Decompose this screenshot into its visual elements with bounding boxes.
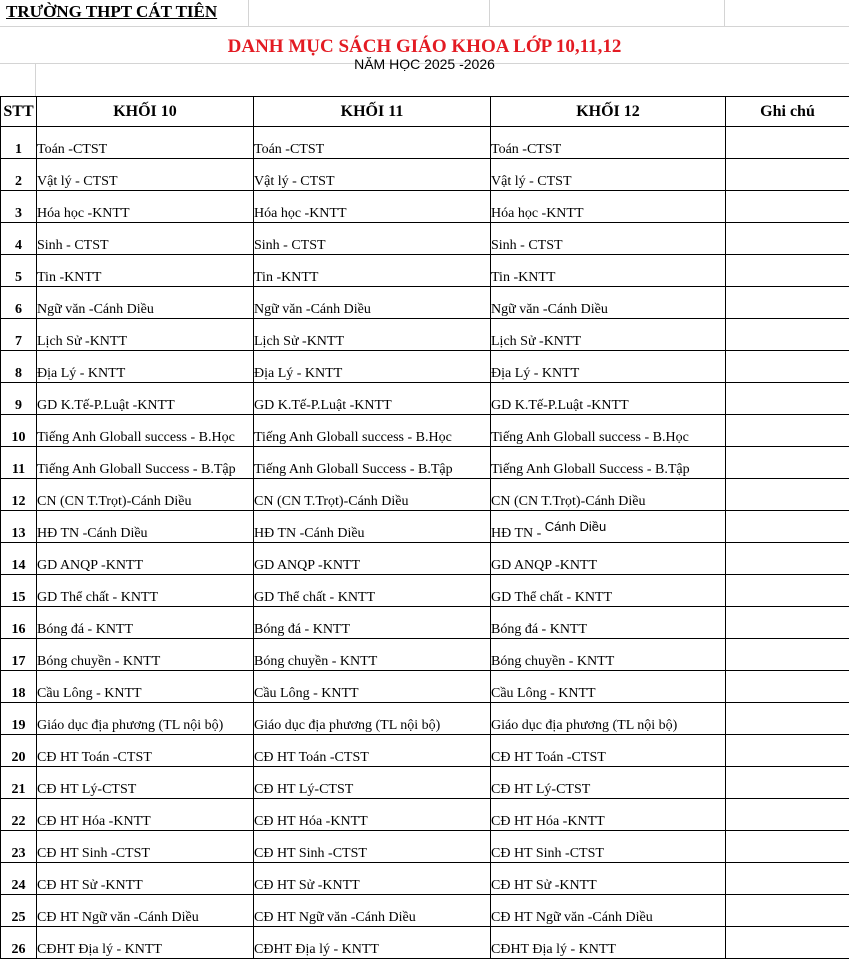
row-number: [1, 575, 37, 607]
khoi-12-book-text: GD ANQP -KNTT: [491, 558, 597, 573]
row-number-text: 15: [12, 590, 26, 605]
table-row: [1, 735, 849, 767]
textbook-table: [0, 96, 849, 959]
khoi-12-book: [491, 639, 726, 671]
khoi-10-book-text: Hóa học -KNTT: [37, 206, 130, 221]
row-number: [1, 639, 37, 671]
khoi-12-book: [491, 191, 726, 223]
khoi-12-book: [491, 575, 726, 607]
khoi-11-book-text: CĐHT Địa lý - KNTT: [254, 942, 379, 957]
khoi-11-book-text: GD K.Tế-P.Luật -KNTT: [254, 398, 392, 413]
khoi-12-book-text: CĐ HT Toán -CTST: [491, 750, 606, 765]
khoi-10-book: [37, 511, 254, 543]
khoi-12-book-text: Địa Lý - KNTT: [491, 366, 579, 381]
note-cell: [726, 479, 849, 511]
row-number-text: 6: [15, 302, 22, 317]
note-cell: [726, 383, 849, 415]
row-number-text: 2: [15, 174, 22, 189]
khoi-11-book: [254, 319, 491, 351]
khoi-10-book-text: Lịch Sử -KNTT: [37, 334, 127, 349]
row-number-text: 1: [15, 142, 22, 157]
khoi-11-book: [254, 607, 491, 639]
khoi-12-book: [491, 799, 726, 831]
khoi-12-book-text: Tin -KNTT: [491, 270, 555, 285]
khoi-11-book-text: Bóng chuyền - KNTT: [254, 654, 377, 669]
khoi-12-book-text: Cầu Lông - KNTT: [491, 686, 596, 701]
khoi-11-book-text: HĐ TN -Cánh Diều: [254, 526, 365, 541]
khoi-11-book: [254, 127, 491, 159]
row-number: [1, 895, 37, 927]
khoi-12-book: [491, 351, 726, 383]
note-cell: [726, 255, 849, 287]
row-number-text: 11: [12, 462, 25, 477]
khoi-10-book: [37, 863, 254, 895]
khoi-11-book: [254, 543, 491, 575]
note-cell: [726, 671, 849, 703]
khoi-11-book-text: CĐ HT Hóa -KNTT: [254, 814, 368, 829]
khoi-10-book-text: CĐ HT Ngữ văn -Cánh Diều: [37, 910, 199, 925]
khoi-12-book-text: Bóng đá - KNTT: [491, 622, 587, 637]
row-number: [1, 191, 37, 223]
khoi-12-book: [491, 735, 726, 767]
khoi-12-book: [491, 703, 726, 735]
table-row: [1, 223, 849, 255]
header-khoi-12: KHỐI 12: [491, 97, 726, 127]
table-row: [1, 447, 849, 479]
khoi-10-book: [37, 543, 254, 575]
table-row: [1, 127, 849, 159]
khoi-11-book-text: Tiếng Anh Globall Success - B.Tập: [254, 462, 453, 477]
khoi-12-book-text: Tiếng Anh Globall Success - B.Tập: [491, 462, 690, 477]
khoi-11-book: [254, 799, 491, 831]
row-number-text: 7: [15, 334, 22, 349]
khoi-11-book-text: Toán -CTST: [254, 142, 324, 157]
note-cell: [726, 927, 849, 959]
khoi-12-book: [491, 383, 726, 415]
khoi-10-book: [37, 639, 254, 671]
khoi-10-book-text: CĐ HT Sinh -CTST: [37, 846, 150, 861]
row-number: [1, 479, 37, 511]
row-number-text: 25: [12, 910, 26, 925]
khoi-11-book: [254, 415, 491, 447]
khoi-11-book: [254, 383, 491, 415]
row-number: [1, 735, 37, 767]
table-row: [1, 415, 849, 447]
khoi-12-book-extra-text: Cánh Diều: [545, 519, 606, 534]
khoi-12-book-text: CĐ HT Sử -KNTT: [491, 878, 597, 893]
table-row: [1, 479, 849, 511]
note-cell: [726, 351, 849, 383]
khoi-12-book-text: Sinh - CTST: [491, 238, 563, 253]
note-cell: [726, 767, 849, 799]
khoi-10-book-text: GD Thể chất - KNTT: [37, 590, 158, 605]
khoi-12-book: [491, 319, 726, 351]
khoi-12-book: [491, 415, 726, 447]
table-row: [1, 639, 849, 671]
khoi-11-book: [254, 735, 491, 767]
khoi-10-book: [37, 895, 254, 927]
row-number-text: 14: [12, 558, 26, 573]
khoi-11-book-text: Giáo dục địa phương (TL nội bộ): [254, 718, 440, 733]
khoi-10-book: [37, 287, 254, 319]
row-number-text: 9: [15, 398, 22, 413]
row-number-text: 26: [12, 942, 26, 957]
khoi-10-book: [37, 255, 254, 287]
header-khoi-10: KHỐI 10: [37, 97, 254, 127]
khoi-12-book: [491, 447, 726, 479]
khoi-11-book-text: CĐ HT Toán -CTST: [254, 750, 369, 765]
khoi-12-book: [491, 927, 726, 959]
row-number: [1, 351, 37, 383]
note-cell: [726, 319, 849, 351]
khoi-12-book: [491, 895, 726, 927]
khoi-11-book-text: Vật lý - CTST: [254, 174, 335, 189]
khoi-11-book: [254, 479, 491, 511]
khoi-10-book: [37, 351, 254, 383]
table-row: [1, 927, 849, 959]
khoi-11-book-text: Tin -KNTT: [254, 270, 318, 285]
table-row: [1, 543, 849, 575]
khoi-10-book: [37, 223, 254, 255]
khoi-12-book: [491, 543, 726, 575]
table-row: [1, 287, 849, 319]
khoi-10-book-text: Tiếng Anh Globall Success - B.Tập: [37, 462, 236, 477]
khoi-12-book-text: CĐ HT Sinh -CTST: [491, 846, 604, 861]
khoi-11-book: [254, 703, 491, 735]
row-number: [1, 863, 37, 895]
table-row: [1, 607, 849, 639]
khoi-11-book: [254, 831, 491, 863]
table-row: [1, 703, 849, 735]
row-number: [1, 383, 37, 415]
table-header-row: [1, 97, 849, 127]
khoi-10-book: [37, 159, 254, 191]
khoi-10-book-text: Địa Lý - KNTT: [37, 366, 125, 381]
header-stt: STT: [1, 97, 37, 127]
khoi-11-book: [254, 639, 491, 671]
khoi-12-book-text: CĐHT Địa lý - KNTT: [491, 942, 616, 957]
row-number: [1, 447, 37, 479]
khoi-12-book-text: Giáo dục địa phương (TL nội bộ): [491, 718, 677, 733]
khoi-11-book-text: Tiếng Anh Globall success - B.Học: [254, 430, 452, 445]
khoi-12-book: [491, 671, 726, 703]
khoi-11-book: [254, 159, 491, 191]
khoi-10-book-text: Bóng chuyền - KNTT: [37, 654, 160, 669]
khoi-12-book-text: Lịch Sử -KNTT: [491, 334, 581, 349]
note-cell: [726, 863, 849, 895]
khoi-12-book: [491, 511, 726, 543]
table-row: [1, 351, 849, 383]
khoi-11-book-text: Ngữ văn -Cánh Diều: [254, 302, 371, 317]
khoi-10-book-text: CĐ HT Hóa -KNTT: [37, 814, 151, 829]
khoi-12-book: [491, 159, 726, 191]
khoi-11-book-text: CĐ HT Sinh -CTST: [254, 846, 367, 861]
khoi-10-book: [37, 799, 254, 831]
khoi-11-book: [254, 287, 491, 319]
khoi-10-book: [37, 767, 254, 799]
table-row: [1, 191, 849, 223]
khoi-12-book: [491, 831, 726, 863]
khoi-10-book-text: CĐHT Địa lý - KNTT: [37, 942, 162, 957]
row-number: [1, 927, 37, 959]
document-title: DANH MỤC SÁCH GIÁO KHOA LỚP 10,11,12: [0, 36, 849, 58]
khoi-12-book: [491, 127, 726, 159]
khoi-12-book-text: CN (CN T.Trọt)-Cánh Diều: [491, 494, 646, 509]
khoi-11-book: [254, 671, 491, 703]
khoi-11-book: [254, 927, 491, 959]
row-number-text: 4: [15, 238, 22, 253]
row-number: [1, 287, 37, 319]
note-cell: [726, 895, 849, 927]
row-number-text: 23: [12, 846, 26, 861]
row-number: [1, 543, 37, 575]
khoi-12-book-text: Vật lý - CTST: [491, 174, 572, 189]
note-cell: [726, 415, 849, 447]
khoi-10-book-text: HĐ TN -Cánh Diều: [37, 526, 148, 541]
khoi-12-book-text: GD K.Tế-P.Luật -KNTT: [491, 398, 629, 413]
school-year: NĂM HỌC 2025 -2026: [0, 56, 849, 72]
khoi-12-book: [491, 255, 726, 287]
khoi-12-book: [491, 287, 726, 319]
khoi-10-book-text: CN (CN T.Trọt)-Cánh Diều: [37, 494, 192, 509]
row-number: [1, 255, 37, 287]
khoi-10-book-text: GD ANQP -KNTT: [37, 558, 143, 573]
khoi-12-book: [491, 863, 726, 895]
row-number-text: 22: [12, 814, 26, 829]
row-number: [1, 671, 37, 703]
table-row: [1, 767, 849, 799]
table-row: [1, 255, 849, 287]
khoi-10-book: [37, 127, 254, 159]
khoi-12-book-text: CĐ HT Ngữ văn -Cánh Diều: [491, 910, 653, 925]
khoi-11-book: [254, 895, 491, 927]
khoi-11-book-text: GD Thể chất - KNTT: [254, 590, 375, 605]
khoi-10-book-text: Bóng đá - KNTT: [37, 622, 133, 637]
table-row: [1, 319, 849, 351]
school-name: TRƯỜNG THPT CÁT TIÊN: [6, 2, 217, 22]
note-cell: [726, 607, 849, 639]
note-cell: [726, 287, 849, 319]
khoi-11-book-text: GD ANQP -KNTT: [254, 558, 360, 573]
note-cell: [726, 127, 849, 159]
khoi-12-book-text: Hóa học -KNTT: [491, 206, 584, 221]
row-number-text: 18: [12, 686, 26, 701]
row-number-text: 8: [15, 366, 22, 381]
header-note: Ghi chú: [726, 97, 849, 127]
table-row: [1, 895, 849, 927]
khoi-10-book-text: CĐ HT Sử -KNTT: [37, 878, 143, 893]
khoi-11-book: [254, 575, 491, 607]
table-row: [1, 799, 849, 831]
khoi-10-book-text: CĐ HT Lý-CTST: [37, 782, 136, 797]
khoi-10-book-text: Cầu Lông - KNTT: [37, 686, 142, 701]
note-cell: [726, 159, 849, 191]
row-number-text: 10: [12, 430, 26, 445]
khoi-11-book-text: CĐ HT Ngữ văn -Cánh Diều: [254, 910, 416, 925]
row-number: [1, 703, 37, 735]
table-row: [1, 159, 849, 191]
note-cell: [726, 543, 849, 575]
row-number: [1, 607, 37, 639]
note-cell: [726, 223, 849, 255]
row-number-text: 19: [12, 718, 26, 733]
khoi-12-book-text: Ngữ văn -Cánh Diều: [491, 302, 608, 317]
khoi-11-book: [254, 767, 491, 799]
khoi-11-book: [254, 255, 491, 287]
khoi-11-book: [254, 447, 491, 479]
table-row: [1, 575, 849, 607]
row-number: [1, 799, 37, 831]
khoi-11-book-text: Hóa học -KNTT: [254, 206, 347, 221]
row-number: [1, 767, 37, 799]
row-number: [1, 223, 37, 255]
khoi-10-book: [37, 383, 254, 415]
row-number-text: 24: [12, 878, 26, 893]
khoi-11-book: [254, 351, 491, 383]
khoi-10-book: [37, 703, 254, 735]
khoi-10-book: [37, 671, 254, 703]
khoi-10-book: [37, 831, 254, 863]
khoi-10-book-text: Tin -KNTT: [37, 270, 101, 285]
khoi-12-book: [491, 767, 726, 799]
table-row: [1, 383, 849, 415]
row-number-text: 16: [12, 622, 26, 637]
note-cell: [726, 191, 849, 223]
row-number: [1, 127, 37, 159]
table-row: [1, 831, 849, 863]
khoi-10-book-text: Ngữ văn -Cánh Diều: [37, 302, 154, 317]
khoi-10-book: [37, 479, 254, 511]
row-number-text: 17: [12, 654, 26, 669]
khoi-11-book: [254, 511, 491, 543]
table-row: [1, 511, 849, 543]
row-number-text: 3: [15, 206, 22, 221]
khoi-12-book: [491, 479, 726, 511]
table-row: [1, 863, 849, 895]
khoi-12-book: [491, 223, 726, 255]
khoi-11-book-text: CĐ HT Sử -KNTT: [254, 878, 360, 893]
khoi-10-book-text: GD K.Tế-P.Luật -KNTT: [37, 398, 175, 413]
khoi-10-book-text: Vật lý - CTST: [37, 174, 118, 189]
note-cell: [726, 511, 849, 543]
khoi-10-book: [37, 191, 254, 223]
khoi-11-book-text: Lịch Sử -KNTT: [254, 334, 344, 349]
note-cell: [726, 799, 849, 831]
khoi-11-book: [254, 863, 491, 895]
khoi-12-book-text: Bóng chuyền - KNTT: [491, 654, 614, 669]
khoi-10-book: [37, 319, 254, 351]
khoi-10-book: [37, 607, 254, 639]
khoi-10-book: [37, 447, 254, 479]
note-cell: [726, 575, 849, 607]
khoi-11-book-text: Sinh - CTST: [254, 238, 326, 253]
khoi-12-book-text: HĐ TN -: [491, 526, 541, 541]
khoi-11-book-text: CN (CN T.Trọt)-Cánh Diều: [254, 494, 409, 509]
header-khoi-11: KHỐI 11: [254, 97, 491, 127]
khoi-11-book-text: Địa Lý - KNTT: [254, 366, 342, 381]
khoi-11-book-text: Cầu Lông - KNTT: [254, 686, 359, 701]
khoi-10-book-text: Sinh - CTST: [37, 238, 109, 253]
note-cell: [726, 639, 849, 671]
khoi-12-book-text: Tiếng Anh Globall success - B.Học: [491, 430, 689, 445]
khoi-10-book-text: CĐ HT Toán -CTST: [37, 750, 152, 765]
note-cell: [726, 447, 849, 479]
khoi-10-book: [37, 415, 254, 447]
row-number: [1, 511, 37, 543]
row-number: [1, 319, 37, 351]
khoi-11-book: [254, 191, 491, 223]
note-cell: [726, 703, 849, 735]
row-number-text: 12: [12, 494, 26, 509]
khoi-12-book-text: Toán -CTST: [491, 142, 561, 157]
khoi-11-book-text: CĐ HT Lý-CTST: [254, 782, 353, 797]
row-number: [1, 831, 37, 863]
khoi-10-book: [37, 927, 254, 959]
row-number-text: 20: [12, 750, 26, 765]
row-number-text: 21: [12, 782, 26, 797]
khoi-12-book: [491, 607, 726, 639]
note-cell: [726, 735, 849, 767]
khoi-10-book-text: Toán -CTST: [37, 142, 107, 157]
khoi-10-book: [37, 575, 254, 607]
khoi-12-book-text: GD Thể chất - KNTT: [491, 590, 612, 605]
khoi-10-book: [37, 735, 254, 767]
row-number: [1, 159, 37, 191]
khoi-10-book-text: Giáo dục địa phương (TL nội bộ): [37, 718, 223, 733]
khoi-12-book-text: CĐ HT Hóa -KNTT: [491, 814, 605, 829]
table-row: [1, 671, 849, 703]
row-number: [1, 415, 37, 447]
note-cell: [726, 831, 849, 863]
row-number-text: 13: [12, 526, 26, 541]
khoi-11-book-text: Bóng đá - KNTT: [254, 622, 350, 637]
khoi-11-book: [254, 223, 491, 255]
table-body: [1, 127, 849, 959]
khoi-10-book-text: Tiếng Anh Globall success - B.Học: [37, 430, 235, 445]
row-number-text: 5: [15, 270, 22, 285]
khoi-12-book-text: CĐ HT Lý-CTST: [491, 782, 590, 797]
